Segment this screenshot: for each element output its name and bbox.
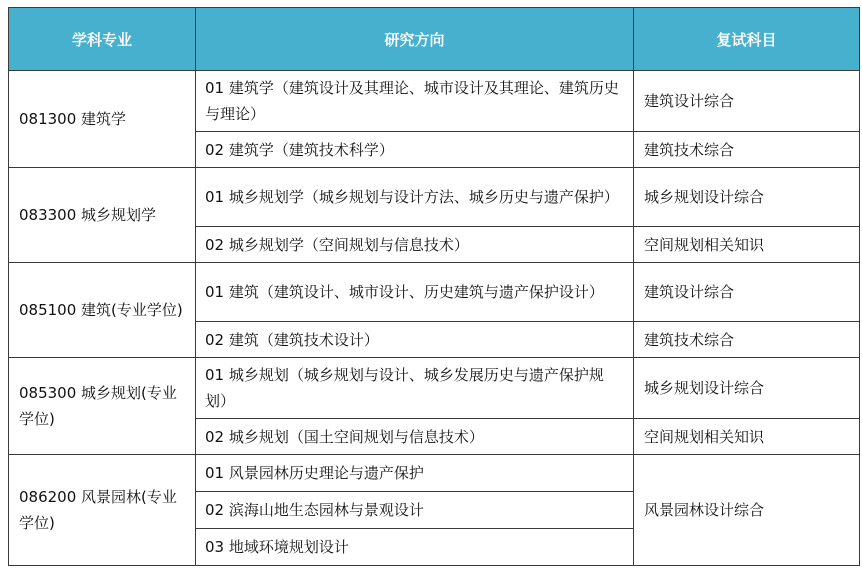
direction-cell: 02 建筑（建筑技术设计） — [196, 322, 634, 358]
exam-cell: 建筑技术综合 — [634, 132, 860, 168]
table-row — [9, 455, 860, 492]
major-cell: 085100 建筑(专业学位) — [9, 263, 196, 358]
direction-cell: 01 风景园林历史理论与遗产保护 — [196, 455, 634, 492]
major-cell: 086200 风景园林(专业学位) — [9, 455, 196, 566]
direction-cell: 02 城乡规划学（空间规划与信息技术） — [196, 227, 634, 263]
exam-cell: 风景园林设计综合 — [634, 455, 860, 566]
exam-subjects-table — [8, 7, 860, 566]
major-cell: 081300 建筑学 — [9, 71, 196, 168]
direction-cell: 02 滨海山地生态园林与景观设计 — [196, 492, 634, 529]
direction-cell: 01 城乡规划（城乡规划与设计、城乡发展历史与遗产保护规划） — [196, 358, 634, 419]
table-row — [9, 168, 860, 227]
header-exam: 复试科目 — [634, 8, 860, 71]
major-cell: 085300 城乡规划(专业学位) — [9, 358, 196, 455]
exam-cell: 空间规划相关知识 — [634, 227, 860, 263]
direction-cell: 01 建筑学（建筑设计及其理论、城市设计及其理论、建筑历史与理论） — [196, 71, 634, 132]
header-row — [9, 8, 860, 71]
exam-cell: 城乡规划设计综合 — [634, 168, 860, 227]
table-row — [9, 71, 860, 132]
direction-cell: 01 建筑（建筑设计、城市设计、历史建筑与遗产保护设计） — [196, 263, 634, 322]
direction-cell: 03 地域环境规划设计 — [196, 529, 634, 566]
exam-cell: 建筑设计综合 — [634, 71, 860, 132]
exam-cell: 建筑设计综合 — [634, 263, 860, 322]
major-cell: 083300 城乡规划学 — [9, 168, 196, 263]
exam-cell: 城乡规划设计综合 — [634, 358, 860, 419]
header-major: 学科专业 — [9, 8, 196, 71]
header-direction: 研究方向 — [196, 8, 634, 71]
table-row — [9, 263, 860, 322]
table-row — [9, 358, 860, 419]
direction-cell: 02 城乡规划（国土空间规划与信息技术） — [196, 419, 634, 455]
direction-cell: 01 城乡规划学（城乡规划与设计方法、城乡历史与遗产保护） — [196, 168, 634, 227]
exam-cell: 建筑技术综合 — [634, 322, 860, 358]
exam-cell: 空间规划相关知识 — [634, 419, 860, 455]
direction-cell: 02 建筑学（建筑技术科学） — [196, 132, 634, 168]
